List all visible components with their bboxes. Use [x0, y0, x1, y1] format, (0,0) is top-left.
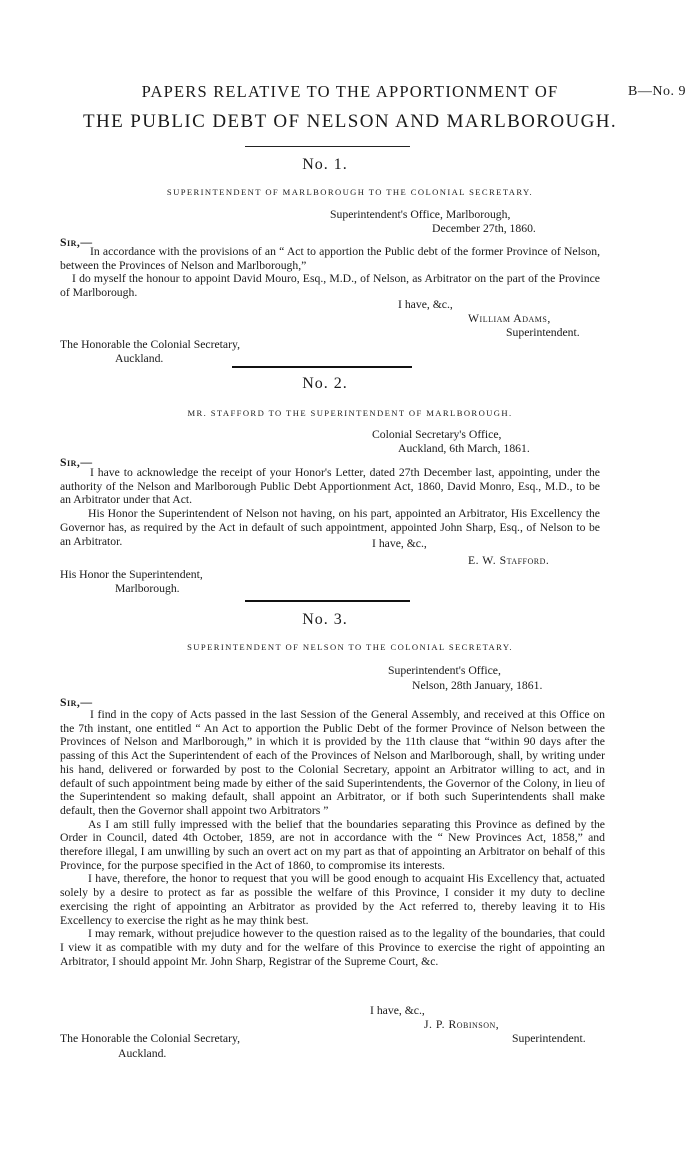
letter-1-number: No. 1.: [302, 156, 348, 173]
letter-2-addressee: His Honor the Superintendent,: [60, 568, 203, 581]
letter-2-addressee-city: Marlborough.: [115, 582, 180, 595]
letter-1-salutation: Sir,—: [60, 236, 93, 249]
letter-1-body: [60, 245, 600, 300]
letter-3-paragraph-2: As I am still fully impressed with the belief that the boundaries separating this Province as defined by the Order in Council, dated 4th October, 1859, are not in accordance with the “ New Provinces Act, 1858,” and therefore illegal, I am unwilling by such an overt act on my part as that of appointing an Arbitrator on behalf of this Province, for the purpose specified in the Act of 1860, to compromise its interests.: [60, 817, 605, 872]
letter-2-paragraph-1: I have to acknowledge the receipt of your Honor's Letter, dated 27th December last, appointing, under the authority of the Nelson and Marlborough Public Debt Apportionment Act, 1860, David Monro, Esq., M.D., to be an Arbitrator under that Act.: [60, 466, 600, 507]
letter-1-date: December 27th, 1860.: [432, 222, 536, 235]
title-line-2: THE PUBLIC DEBT OF NELSON AND MARLBOROUGH.: [82, 111, 617, 132]
letter-3-paragraph-4: I may remark, without prejudice however to the question raised as to the legality of the boundaries, that could I view it as compatible with my duty and for the welfare of this Province to exercise the right of appointing an Arbitrator, I should appoint Mr. John Sharp, Registrar of the Supreme Court, &c.: [60, 927, 605, 968]
letter-3-signature: J. P. Robinson,: [424, 1018, 500, 1031]
letter-1-paragraph-2: I do myself the honour to appoint David Mouro, Esq., M.D., of Nelson, as Arbitrator on the part of the Province of Marlborough.: [60, 272, 600, 300]
letter-2-office: Colonial Secretary's Office,: [372, 428, 502, 441]
letter-3-salutation: Sir,—: [60, 696, 93, 709]
letter-2-paragraph-2: His Honor the Superintendent of Nelson not having, on his part, appointed an Arbitrator, His Excellency the Governor has, as required by the Act in default of such appointment, appointed John Sharp, Esq., of Nelson to be an Arbitrator.: [60, 507, 600, 548]
letter-2-rule: [245, 600, 410, 602]
letter-1-closing: I have, &c.,: [398, 298, 453, 311]
letter-3-closing: I have, &c.,: [370, 1004, 425, 1017]
letter-2-date: Auckland, 6th March, 1861.: [398, 442, 530, 455]
letter-1-caption: SUPERINTENDENT OF MARLBOROUGH TO THE COLONIAL SECRETARY.: [166, 187, 534, 197]
letter-1-signature: William Adams,: [468, 312, 551, 325]
letter-3-body: [60, 708, 605, 968]
letter-2-body: [60, 466, 600, 548]
letter-2-closing: I have, &c.,: [372, 537, 427, 550]
title-rule: [245, 146, 410, 147]
letter-2-salutation: Sir,—: [60, 456, 93, 469]
letter-3-paragraph-3: I have, therefore, the honor to request that you will be good enough to acquaint His Excellency that, actuated solely by a desire to protect as far as possible the welfare of this Province, I consider it my duty to decline exercising the right of appointing an Arbitrator as provided by the Act referred to, thereby leaving it to His Excellency to exercise the right as he may think best.: [60, 872, 605, 927]
letter-3-addressee-city: Auckland.: [118, 1047, 167, 1060]
letter-1-rule: [232, 366, 412, 368]
letter-3-office: Superintendent's Office,: [388, 664, 501, 677]
letter-2-caption: MR. STAFFORD TO THE SUPERINTENDENT OF MARLBOROUGH.: [187, 408, 513, 418]
letter-3-date: Nelson, 28th January, 1861.: [412, 679, 543, 692]
letter-3-signature-title: Superintendent.: [512, 1032, 586, 1045]
title-line-1: PAPERS RELATIVE TO THE APPORTIONMENT OF: [141, 82, 559, 101]
letter-3-number: No. 3.: [302, 611, 348, 628]
letter-1-addressee-city: Auckland.: [115, 352, 164, 365]
letter-1-addressee: The Honorable the Colonial Secretary,: [60, 338, 241, 351]
document-reference: B—No. 9: [628, 84, 686, 99]
letter-1-office: Superintendent's Office, Marlborough,: [330, 208, 511, 221]
letter-2-number: No. 2.: [302, 375, 348, 392]
letter-3-addressee: The Honorable the Colonial Secretary,: [60, 1032, 241, 1045]
letter-1-signature-title: Superintendent.: [506, 326, 580, 339]
letter-1-paragraph-1: In accordance with the provisions of an “ Act to apportion the Public debt of the former Province of Nelson, between the Provinces of Nelson and Marlborough,”: [60, 245, 600, 272]
letter-3-paragraph-1: I find in the copy of Acts passed in the last Session of the General Assembly, and received at this Office on the 7th instant, one entitled “ An Act to apportion the Public Debt of the former Province of Nelson between the Provinces of Nelson and Marlborough,” in which it is provided by the 11th clause that “within 90 days after the passing of this Act the Superintendent of each of the Provinces of Nelson and Marlborough, shall, by writing under his hand, delivered or forwarded by post to the Colonial Secretary, appoint an Arbitrator willing to act, and in default of such appointment being made by either of the said Superintendents, the Governor of the Colony, in lieu of the Superintendent so making default, shall appoint an Arbitrator, or if both such Superintendents shall make default, then the Governor shall appoint two Arbitrators ”: [60, 708, 605, 817]
letter-2-signature: E. W. Stafford.: [468, 554, 550, 567]
letter-3-caption: SUPERINTENDENT OF NELSON TO THE COLONIAL SECRETARY.: [187, 642, 513, 652]
